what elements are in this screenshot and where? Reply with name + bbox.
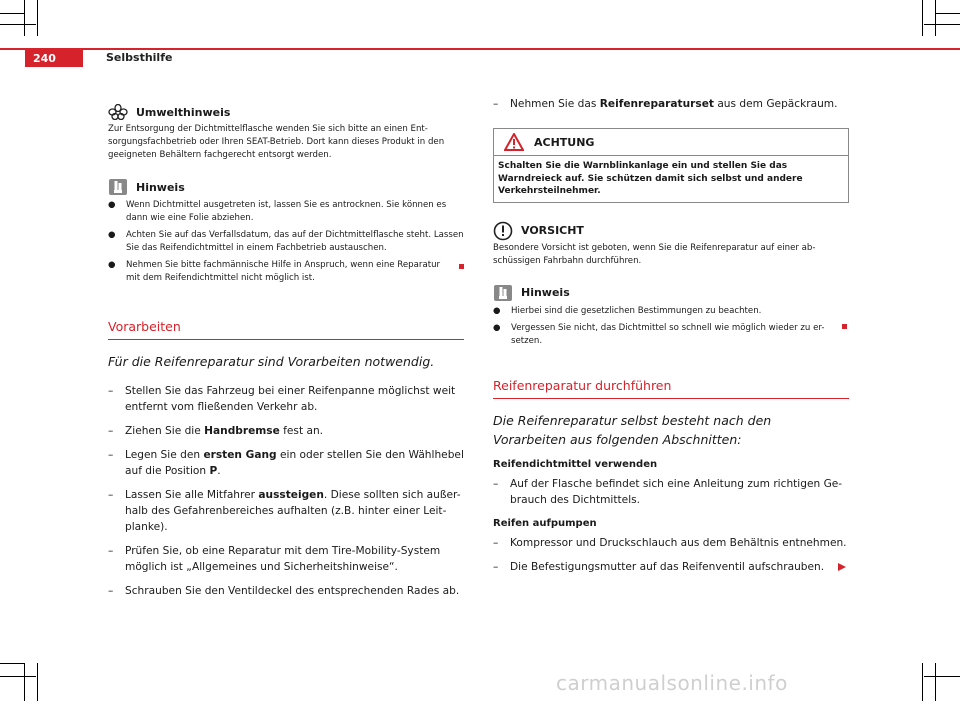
warning-text: Schalten Sie die Warnblinkanlage ein und stellen Sie das Warndreieck auf. Sie schützen damit sich selbst und andere Verkehrsteilnehmer. — [498, 161, 803, 196]
list-item: ● Achten Sie auf das Verfallsdatum, das auf der Dichtmittelflasche steht. Lassen Sie das Reifendichtmittel in einem Fachbetrieb austauschen. — [108, 230, 464, 253]
step-item: – Schrauben Sie den Ventildeckel des entsprechenden Rades ab. — [108, 585, 460, 597]
crop-mark — [24, 0, 25, 36]
umwelt-heading — [108, 104, 464, 120]
subheading: Reifendichtmittel verwenden — [493, 458, 658, 470]
header-rule — [0, 48, 960, 50]
end-marker — [842, 324, 847, 329]
caution-icon — [493, 221, 513, 241]
warning-header — [494, 129, 848, 156]
caution-heading — [493, 221, 847, 241]
hinweis-heading — [108, 178, 464, 196]
bullet-icon: ● — [493, 322, 501, 333]
section-heading: Vorarbeiten — [108, 319, 464, 340]
list-item: ● Nehmen Sie bitte fachmännische Hilfe in Anspruch, wenn eine Reparatur mit dem Reifendichtmittel nicht möglich ist. — [108, 259, 464, 285]
crop-mark — [37, 663, 38, 701]
step-item: – Prüfen Sie, ob eine Reparatur mit dem Tire-Mobility-System möglich ist „Allgemeines und Sicherheitshinweise“. — [108, 545, 441, 573]
step-item: – Nehmen Sie das Reifenreparaturset aus dem Gepäckraum. — [493, 98, 838, 110]
bullet-icon: ● — [108, 260, 116, 270]
crop-mark — [24, 663, 25, 701]
bullet-icon: ● — [493, 305, 501, 316]
end-marker — [459, 264, 464, 269]
crop-mark — [922, 0, 923, 36]
crop-mark — [924, 676, 960, 677]
hinweis-title: Hinweis — [136, 180, 185, 194]
section-intro: Für die Reifenreparatur sind Vorarbeiten notwendig. — [108, 354, 435, 369]
warning-title: ACHTUNG — [534, 135, 595, 149]
page-number: 240 — [25, 50, 83, 67]
left-column — [108, 104, 464, 599]
step-item: – Auf der Flasche befindet sich eine Anleitung zum richtigen Ge-brauch des Dichtmittels. — [493, 477, 843, 506]
crop-mark — [0, 13, 24, 14]
bullet-icon: ● — [108, 230, 116, 240]
crop-mark — [0, 663, 24, 664]
info-hand-icon — [493, 284, 513, 302]
step-item: – Lassen Sie alle Mitfahrer aussteigen. Diese sollten sich außer-halb des Gefahrenbereiches aufhalten (z.B. hinter einer Leit-planke). — [108, 489, 461, 533]
section-heading: Reifenreparatur durchführen — [493, 378, 849, 399]
crop-mark — [922, 663, 923, 701]
crop-mark — [0, 676, 36, 677]
step-item: – Die Befestigungsmutter auf das Reifenventil aufschrauben. — [493, 559, 847, 575]
caution-text: Besondere Vorsicht ist geboten, wenn Sie die Reifenreparatur auf einer ab-schüssigen Fahrbahn durchführen. — [493, 242, 816, 266]
subheading: Reifen aufpumpen — [493, 517, 597, 529]
crop-mark — [936, 13, 960, 14]
flower-icon — [108, 104, 128, 120]
bullet-icon: ● — [108, 200, 116, 210]
step-item: – Legen Sie den ersten Gang ein oder stellen Sie den Wählhebel auf die Position P. — [108, 449, 464, 477]
list-item: ● Hierbei sind die gesetzlichen Bestimmungen zu beachten. — [493, 305, 762, 316]
step-item: – Kompressor und Druckschlauch aus dem Behältnis entnehmen. — [493, 536, 847, 549]
crop-mark — [0, 24, 36, 25]
section-title: Selbsthilfe — [106, 51, 173, 64]
right-column — [493, 96, 847, 575]
crop-mark — [924, 24, 960, 25]
crop-mark — [935, 0, 936, 36]
list-item: ● Vergessen Sie nicht, das Dichtmittel so schnell wie möglich wieder zu er-setzen. — [493, 322, 847, 348]
section-intro: Die Reifenreparatur selbst besteht nach den Vorarbeiten aus folgenden Abschnitten: — [493, 412, 772, 447]
step-item: – Stellen Sie das Fahrzeug bei einer Reifenpanne möglichst weit entfernt vom fließenden Verkehr ab. — [108, 385, 456, 413]
crop-mark — [935, 663, 936, 701]
warning-box — [493, 128, 849, 203]
hinweis-heading — [493, 284, 847, 302]
info-hand-icon — [108, 178, 128, 196]
continue-arrow-icon — [837, 562, 847, 572]
umwelt-title: Umwelthinweis — [136, 105, 231, 119]
step-item: – Ziehen Sie die Handbremse fest an. — [108, 425, 324, 437]
hinweis-title: Hinweis — [521, 286, 570, 299]
warning-triangle-icon — [504, 133, 524, 151]
list-item: ● Wenn Dichtmittel ausgetreten ist, lassen Sie es antrocknen. Sie können es dann wie eine Folie abziehen. — [108, 200, 447, 223]
watermark: carmanualsonline.info — [556, 671, 788, 695]
umwelt-text: Zur Entsorgung der Dichtmittelflasche wenden Sie sich bitte an einen Ent-sorgungsfachbetrieb oder Ihren SEAT-Betrieb. Dort kann dieses Produkt in den geeigneten Behältern fachgerecht entsorgt werden. — [108, 124, 445, 160]
crop-mark — [37, 0, 38, 36]
caution-title: VORSICHT — [521, 224, 584, 237]
